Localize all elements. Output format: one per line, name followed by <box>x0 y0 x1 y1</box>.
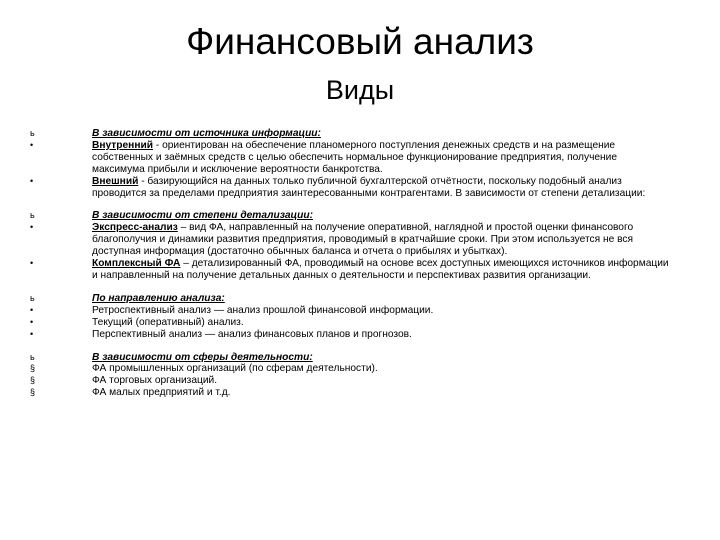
item-text: – детализированный ФА, проводимый на основе всех доступных имеющихся источников информации и направленный на получение детальных данных о деятельности и перспективах развития организации. <box>92 258 669 281</box>
list-item <box>0 222 670 258</box>
section-marker: ь <box>30 351 35 362</box>
section-header-row <box>0 352 670 364</box>
item-term: Внешний <box>92 175 139 187</box>
item-text: ФА промышленных организаций (по сферам деятельности). <box>92 363 378 375</box>
item-text: - ориентирован на обеспечение планомерного поступления денежных средств и на размещение собственных и заёмных средств с целью обеспечить нормальное функционирование предприятия, получение максимума прибыли и исключение вероятности банкротства. <box>92 139 618 175</box>
slide-subtitle: Виды <box>325 75 395 105</box>
square-bullet-marker: § <box>30 375 36 386</box>
list-item <box>0 387 670 399</box>
list-item <box>0 375 670 387</box>
item-text: – вид ФА, направленный на получение оперативной, наглядной и простой оценки финансового благополучия и динамики развития предприятия, проводимый в кратчайшие сроки. При этом используется не вся доступная информация (достаточно обычных баланса и отчета о прибылях и убытках). <box>92 222 634 258</box>
item-text: ФА торговых организаций. <box>92 375 218 387</box>
bullet-marker: • <box>30 175 34 186</box>
item-text: Перспективный анализ — анализ финансовых планов и прогнозов. <box>92 328 412 340</box>
list-item <box>0 258 670 282</box>
bullet-marker: • <box>30 258 34 269</box>
section-marker: ь <box>30 128 35 138</box>
item-text: Текущий (оперативный) анализ. <box>92 316 244 328</box>
item-text: - базирующийся на данных только публичной бухгалтерской отчётности, поскольку подобный анализ проводится за пределами предприятия заинтересованными контрагентами. В зависимости от степени детализации: <box>92 175 646 199</box>
item-term: Экспресс-анализ <box>92 222 178 234</box>
section-header-row <box>0 128 670 140</box>
section-header-row <box>0 210 670 222</box>
slide-content <box>0 128 720 410</box>
item-term: Внутренний <box>92 139 154 151</box>
square-bullet-marker: § <box>30 387 36 398</box>
bullet-marker: • <box>30 139 34 150</box>
bullet-marker: • <box>30 304 34 315</box>
section-header-row <box>0 293 670 305</box>
bullet-marker: • <box>30 328 34 339</box>
square-bullet-marker: § <box>30 363 36 374</box>
item-term: Комплексный ФА <box>92 258 181 270</box>
list-item <box>0 305 670 317</box>
section-by-activity-sphere <box>0 352 720 400</box>
list-item <box>0 140 670 176</box>
section-marker: ь <box>30 210 35 221</box>
slide-title: Финансовый анализ <box>186 21 534 62</box>
section-header: В зависимости от источника информации: <box>92 128 321 139</box>
section-by-info-source <box>0 128 720 199</box>
list-item <box>0 317 670 329</box>
bullet-marker: • <box>30 316 34 327</box>
list-item <box>0 329 670 341</box>
item-text: ФА малых предприятий и т.д. <box>92 387 231 399</box>
section-marker: ь <box>30 292 35 303</box>
item-text: Ретроспективный анализ — анализ прошлой финансовой информации. <box>92 304 434 316</box>
section-header: В зависимости от сферы деятельности: <box>92 351 313 363</box>
section-header: В зависимости от степени детализации: <box>92 210 313 222</box>
section-header: По направлению анализа: <box>92 292 225 304</box>
section-by-direction <box>0 293 720 341</box>
list-item <box>0 363 670 375</box>
bullet-marker: • <box>30 222 34 233</box>
section-by-detail-level <box>0 210 720 281</box>
list-item <box>0 176 670 200</box>
